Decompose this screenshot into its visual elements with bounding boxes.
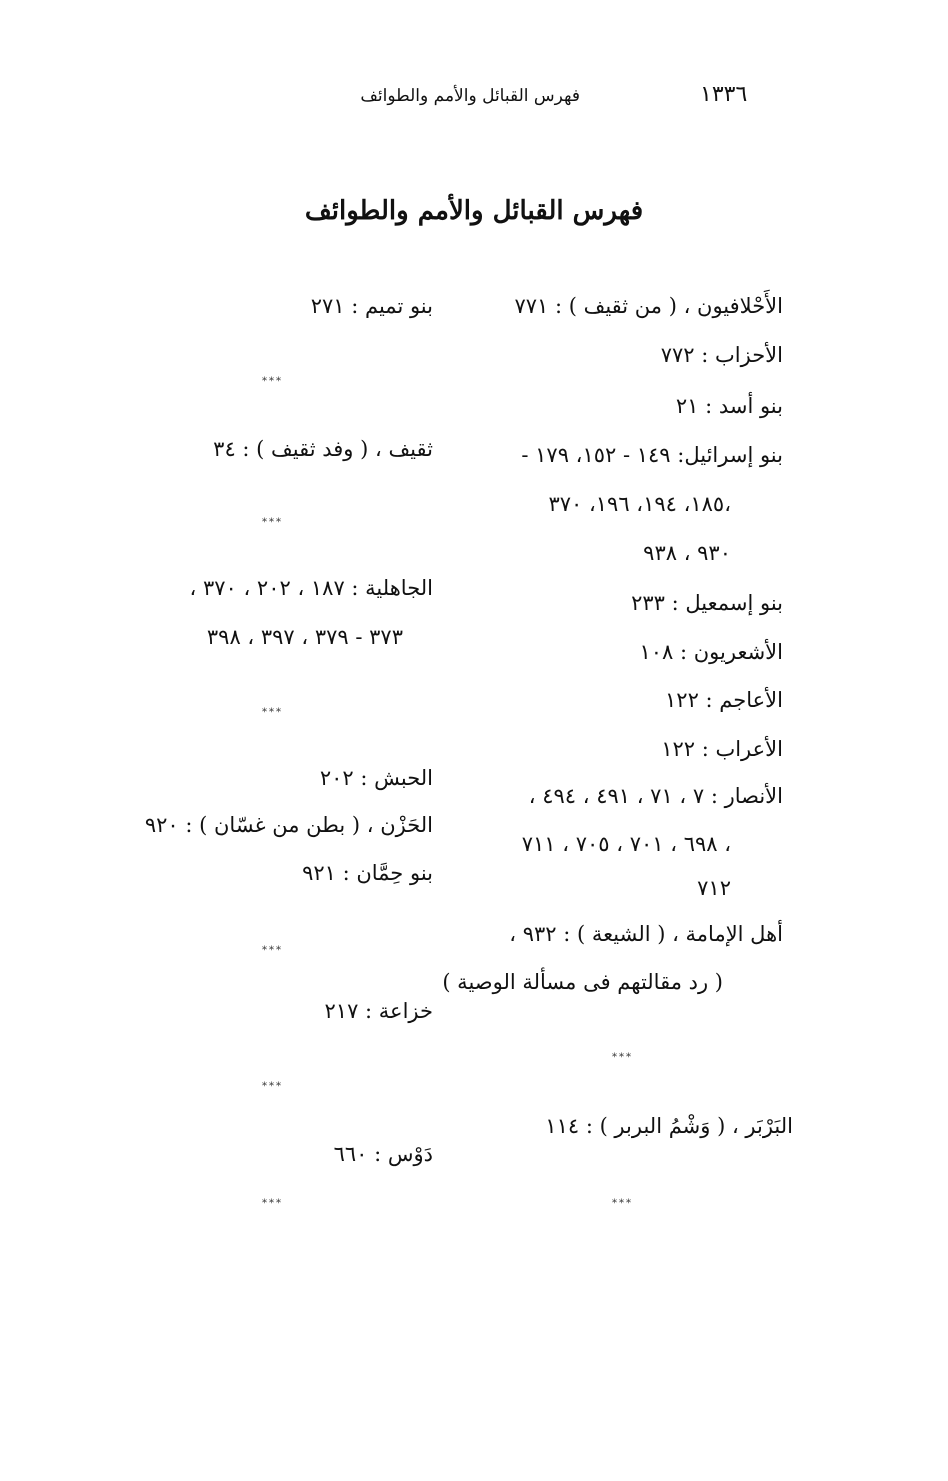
index-entry-continuation: ٦٩٨ ، ٧٠١ ، ٧٠٥ ، ٧١١ ، — [521, 832, 731, 856]
index-entry: الأعاجم : ١٢٢ — [665, 688, 783, 712]
section-separator: *** — [262, 1081, 283, 1092]
index-entry: الأحزاب : ٧٧٢ — [660, 343, 783, 367]
index-entry: خزاعة : ٢١٧ — [324, 999, 433, 1023]
section-separator: *** — [262, 517, 283, 528]
index-entry: الأشعريون : ١٠٨ — [639, 640, 783, 664]
section-separator: *** — [262, 1198, 283, 1209]
section-separator: *** — [262, 707, 283, 718]
page-number: ١٣٣٦ — [700, 82, 748, 107]
index-column-left — [33, 0, 433, 1481]
index-entry: الأعراب : ١٢٢ — [661, 737, 783, 761]
index-entry: ثقيف ، ( وفد ثقيف ) : ٣٤ — [213, 437, 433, 461]
index-entry: بنو إسرائيل: ١٤٩ - ١٥٢، ١٧٩ - — [521, 443, 783, 467]
index-entry: بنو حِمَّان : ٩٢١ — [302, 861, 433, 885]
section-separator: *** — [262, 945, 283, 956]
index-entry-continuation: ٩٣٠ ، ٩٣٨ — [643, 541, 731, 565]
index-title: فهرس القبائل والأمم والطوائف — [304, 196, 644, 226]
index-entry: بنو تميم : ٢٧١ — [310, 294, 433, 318]
index-entry-continuation: ٧١٢ — [697, 876, 731, 900]
index-column-right — [442, 0, 793, 1481]
index-entry: الحبش : ٢٠٢ — [319, 766, 433, 790]
index-entry: أهل الإمامة ، ( الشيعة ) : ٩٣٢ ، — [509, 922, 783, 946]
index-entry: دَوْس : ٦٦٠ — [333, 1142, 433, 1166]
index-entry-continuation: ( رد مقالتهم فى مسألة الوصية ) — [442, 970, 723, 994]
index-entry: بنو إسمعيل : ٢٣٣ — [631, 591, 783, 615]
section-separator: *** — [262, 376, 283, 387]
index-entry: البَرْبَر ، ( وَشْمُ البربر ) : ١١٤ — [545, 1114, 793, 1138]
section-separator: *** — [612, 1052, 633, 1063]
index-entry: الحَزْن ، ( بطن من غسّان ) : ٩٢٠ — [144, 813, 433, 837]
index-entry-continuation: ١٨٥، ١٩٤، ١٩٦، ٣٧٠، — [548, 492, 731, 516]
index-entry: الجاهلية : ١٨٧ ، ٢٠٢ ، ٣٧٠ ، — [189, 576, 433, 600]
index-entry: بنو أسد : ٢١ — [675, 394, 783, 418]
running-title: فهرس القبائل والأمم والطوائف — [360, 86, 580, 106]
index-entry: الأَحْلافيون ، ( من ثقيف ) : ٧٧١ — [514, 294, 783, 318]
index-entry-continuation: ٣٧٣ - ٣٧٩ ، ٣٩٧ ، ٣٩٨ — [206, 625, 403, 649]
section-separator: *** — [612, 1198, 633, 1209]
index-entry: الأنصار : ٧ ، ٧١ ، ٤٩١ ، ٤٩٤ ، — [528, 784, 783, 808]
